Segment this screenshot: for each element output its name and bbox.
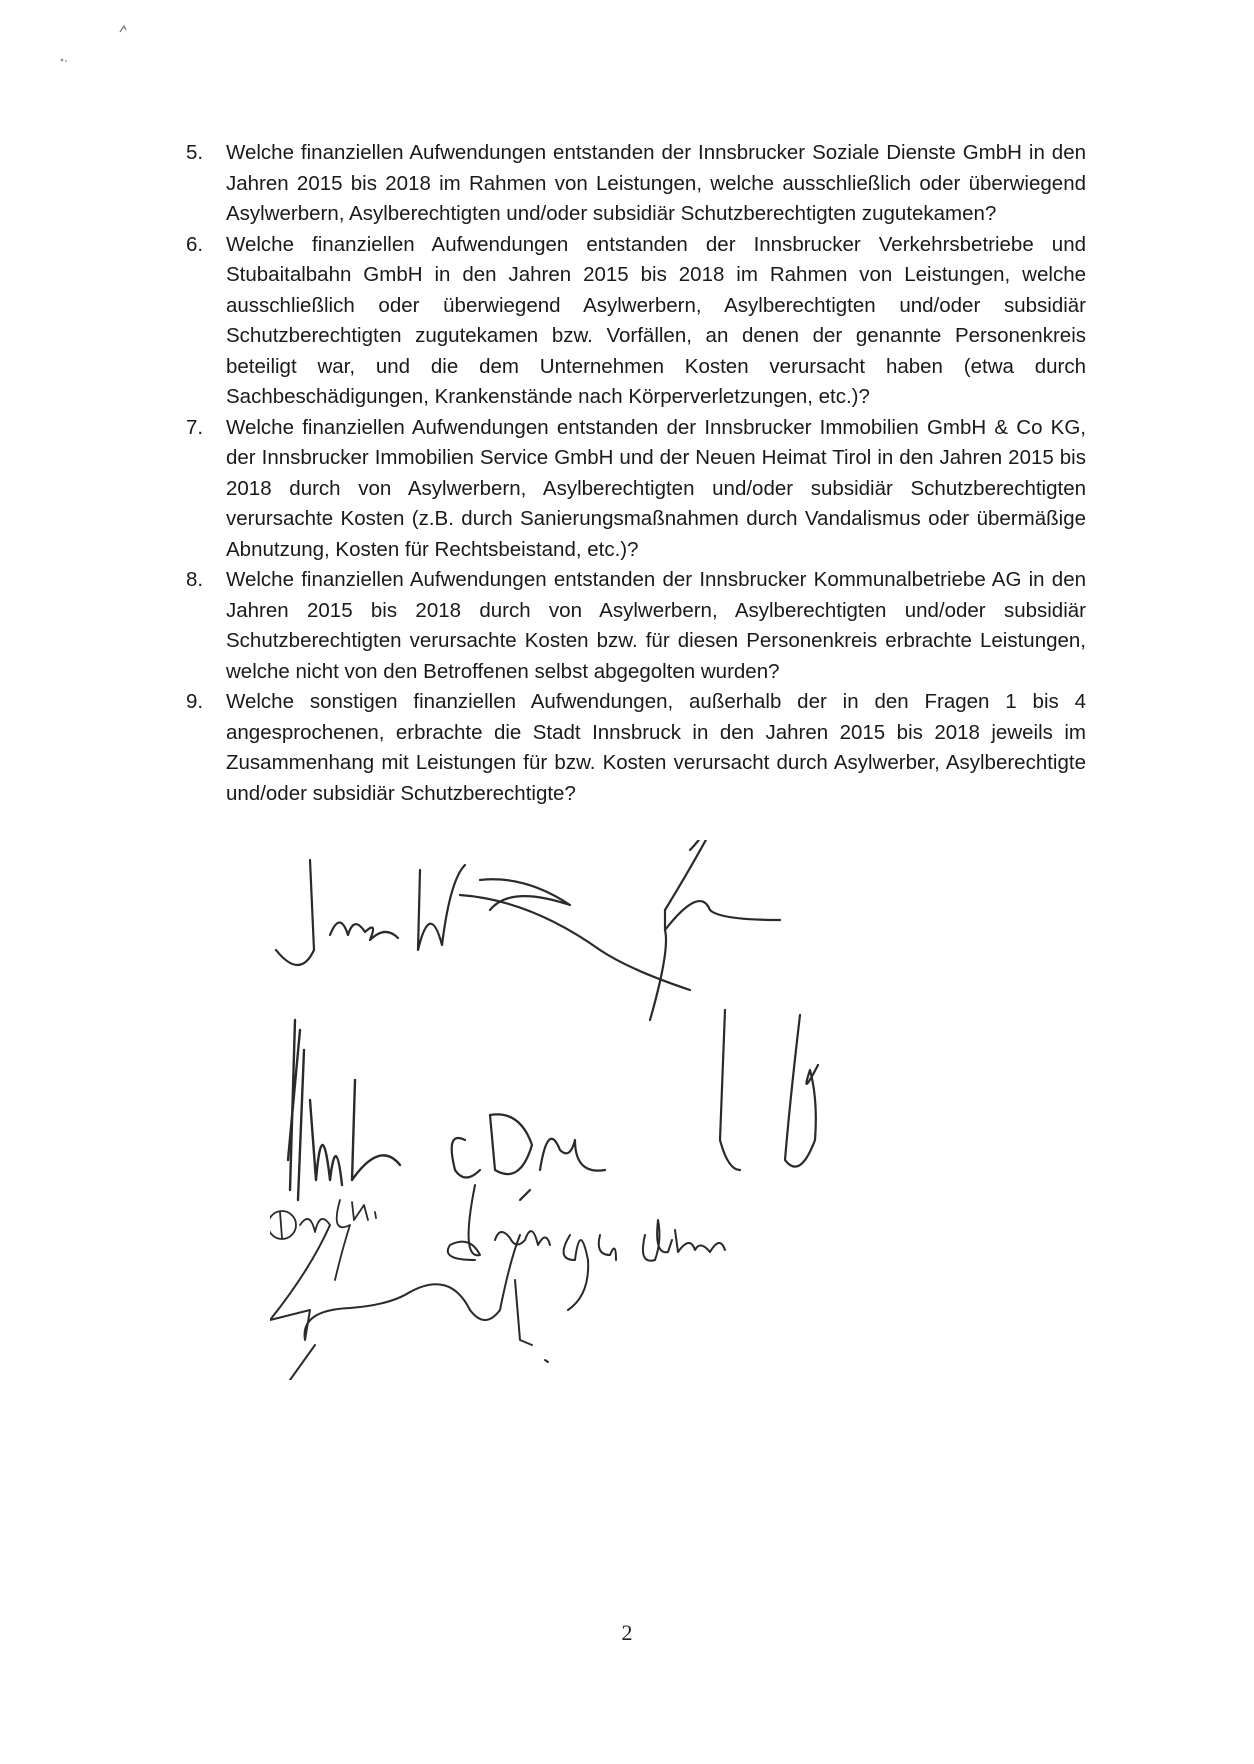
question-number: 6. (186, 232, 204, 256)
signature-right (720, 1010, 818, 1170)
question-text: Welche finanziellen Aufwendungen entstanden der Innsbrucker Immobilien GmbH & Co KG, der Innsbrucker Immobilien Service GmbH und der Neuen Heimat Tirol in den Jahren 2015 bis 2018 durch von Asylwerbern, Asylberechtigten und/oder subsidiär Schutzberechtigten verursachte Kosten (z.B. durch Sanierungsmaßnahmen durch Vandalismus oder übermäßige Abnutzung, Kosten für Rechtsbeistand, etc.)? (226, 415, 1086, 561)
signature-vertical (288, 1020, 400, 1200)
question-number: 8. (186, 568, 204, 591)
signature-top-right (650, 840, 780, 1020)
signature-max (276, 860, 690, 990)
question-text: Welche sonstigen finanziellen Aufwendungen, außerhalb der in den Fragen 1 bis 4 angesprochenen, erbrachte die Stadt Innsbruck in den Jahren 2015 bis 2018 jeweils im Zusammenhang mit Leistungen für bzw. Kosten verursacht durch Asylwerber, Asylberechtigte und/oder subsidiär Schutzberechtigte? (226, 690, 1086, 805)
question-number: 7. (186, 415, 204, 439)
question-item (186, 565, 1086, 687)
scan-marks (40, 20, 160, 80)
question-number: 5. (186, 141, 204, 164)
question-text: Welche finanziellen Aufwendungen entstanden der Innsbrucker Soziale Dienste GmbH in den Jahren 2015 bis 2018 im Rahmen von Leistungen, welche ausschließlich oder überwiegend Asylwerbern, Asylberechtigten und/oder subsidiär Schutzberechtigten zugutekamen? (226, 141, 1086, 225)
question-text: Welche finanziellen Aufwendungen entstanden der Innsbrucker Kommunalbetriebe AG in den Jahren 2015 bis 2018 durch von Asylwerbern, Asylberechtigten und/oder subsidiär Schutzberechtigten verursachte Kosten bzw. für diesen Personenkreis erbrachte Leistungen, welche nicht von den Betroffenen selbst abgegolten wurden? (226, 568, 1086, 683)
question-text: Welche finanziellen Aufwendungen entstanden der Innsbrucker Verkehrsbetriebe und Stubaitalbahn GmbH in den Jahren 2015 bis 2018 im Rahmen von Leistungen, welche ausschließlich oder überwiegend Asylwerbern, Asylberechtigten und/oder subsidiär Schutzberechtigten zugutekamen bzw. Vorfällen, an denen der genannte Personenkreis beteiligt war, und die dem Unternehmen Kosten verursacht haben (etwa durch Sachbeschädigungen, Krankenstände nach Körperverletzungen, etc.)? (226, 232, 1086, 408)
question-item (186, 230, 1086, 413)
signature-block (270, 840, 870, 1380)
signature-deugg-andrea (448, 1185, 725, 1310)
page-number: 2 (621, 1620, 633, 1645)
signature-bottom (270, 1225, 548, 1380)
question-item (186, 413, 1086, 566)
question-number: 9. (186, 690, 204, 713)
question-item (186, 687, 1086, 809)
question-item (186, 138, 1086, 230)
question-list (186, 138, 1086, 809)
